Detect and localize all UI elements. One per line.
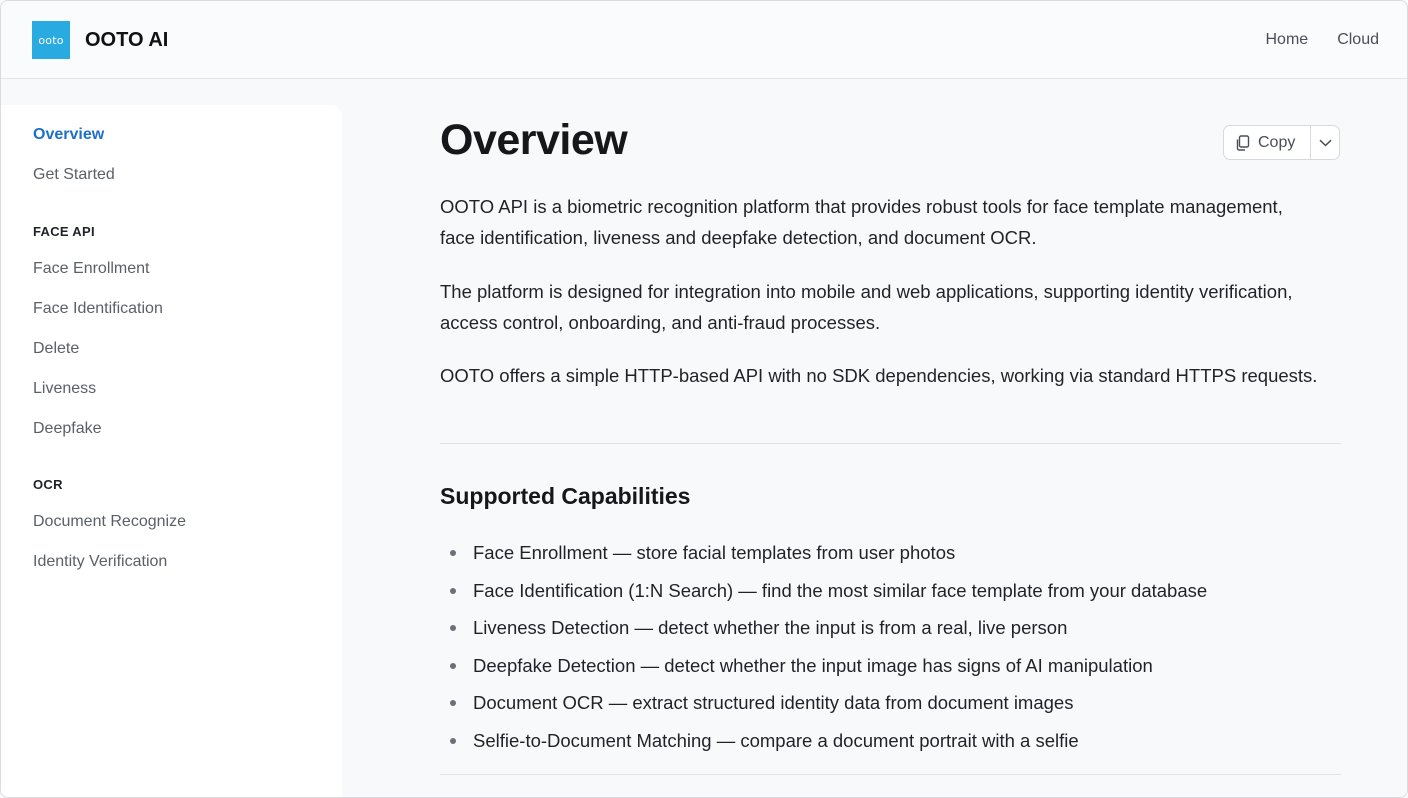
chevron-down-icon <box>1319 139 1332 147</box>
list-item <box>440 722 1341 760</box>
sidebar <box>1 105 342 798</box>
sidebar-item-document-recognize[interactable]: Document Recognize <box>33 513 186 530</box>
intro-paragraph-2: The platform is designed for integration into mobile and web applications, supporting identity verification, access control, onboarding, and anti-fraud processes. <box>440 281 1293 333</box>
sidebar-item-face-identification[interactable]: Face Identification <box>33 300 163 317</box>
section-divider <box>440 774 1341 775</box>
intro-paragraph-1: OOTO API is a biometric recognition platform that provides robust tools for face template management, face identification, liveness and deepfake detection, and document OCR. <box>440 196 1283 248</box>
nav-home-link[interactable]: Home <box>1265 31 1309 48</box>
list-item <box>440 572 1341 610</box>
bullet-icon <box>450 738 456 744</box>
section-divider <box>440 443 1341 444</box>
bullet-icon <box>450 550 456 556</box>
capability-text: Liveness Detection — detect whether the input is from a real, live person <box>473 617 1068 638</box>
capability-text: Selfie-to-Document Matching — compare a document portrait with a selfie <box>473 729 1079 751</box>
capability-text: Face Identification (1:N Search) — find the most similar face template from your database <box>473 579 1208 601</box>
sidebar-item-overview[interactable]: Overview <box>33 126 105 143</box>
top-nav <box>1266 30 1380 50</box>
copy-button[interactable] <box>1224 126 1311 159</box>
top-header <box>1 1 1407 79</box>
copy-button-group <box>1223 125 1340 160</box>
copy-options-dropdown[interactable] <box>1311 126 1339 159</box>
sidebar-section-ocr: OCR <box>33 477 63 492</box>
capabilities-heading: Supported Capabilities <box>440 483 691 509</box>
list-item <box>440 647 1341 685</box>
sidebar-item-face-enrollment[interactable]: Face Enrollment <box>33 260 150 277</box>
logo-text: ooto <box>38 33 64 47</box>
sidebar-item-delete[interactable]: Delete <box>33 340 80 357</box>
capability-text: Document OCR — extract structured identity data from document images <box>473 692 1074 713</box>
list-item <box>440 609 1341 647</box>
bullet-icon <box>450 700 456 706</box>
capability-text: Face Enrollment — store facial templates from user photos <box>473 542 956 563</box>
sidebar-section-face-api: FACE API <box>33 224 95 239</box>
sidebar-item-get-started[interactable]: Get Started <box>33 166 115 183</box>
list-item <box>440 534 1341 572</box>
capabilities-list <box>440 534 1341 759</box>
sidebar-item-liveness[interactable]: Liveness <box>33 380 97 397</box>
ooto-logo[interactable] <box>32 21 70 59</box>
copy-icon <box>1235 135 1250 151</box>
capability-text: Deepfake Detection — detect whether the input image has signs of AI manipulation <box>473 654 1153 676</box>
page-title: Overview <box>440 116 628 164</box>
sidebar-item-deepfake[interactable]: Deepfake <box>33 420 102 437</box>
list-item <box>440 684 1341 722</box>
bullet-icon <box>450 625 456 631</box>
brand-name[interactable]: OOTO AI <box>85 29 169 51</box>
bullet-icon <box>450 663 456 669</box>
copy-label: Copy <box>1258 133 1296 151</box>
nav-cloud-link[interactable]: Cloud <box>1337 31 1379 48</box>
bullet-icon <box>450 588 456 594</box>
intro-paragraph-3: OOTO offers a simple HTTP-based API with no SDK dependencies, working via standard HTTPS requests. <box>440 365 1318 386</box>
sidebar-item-identity-verification[interactable]: Identity Verification <box>33 553 168 570</box>
